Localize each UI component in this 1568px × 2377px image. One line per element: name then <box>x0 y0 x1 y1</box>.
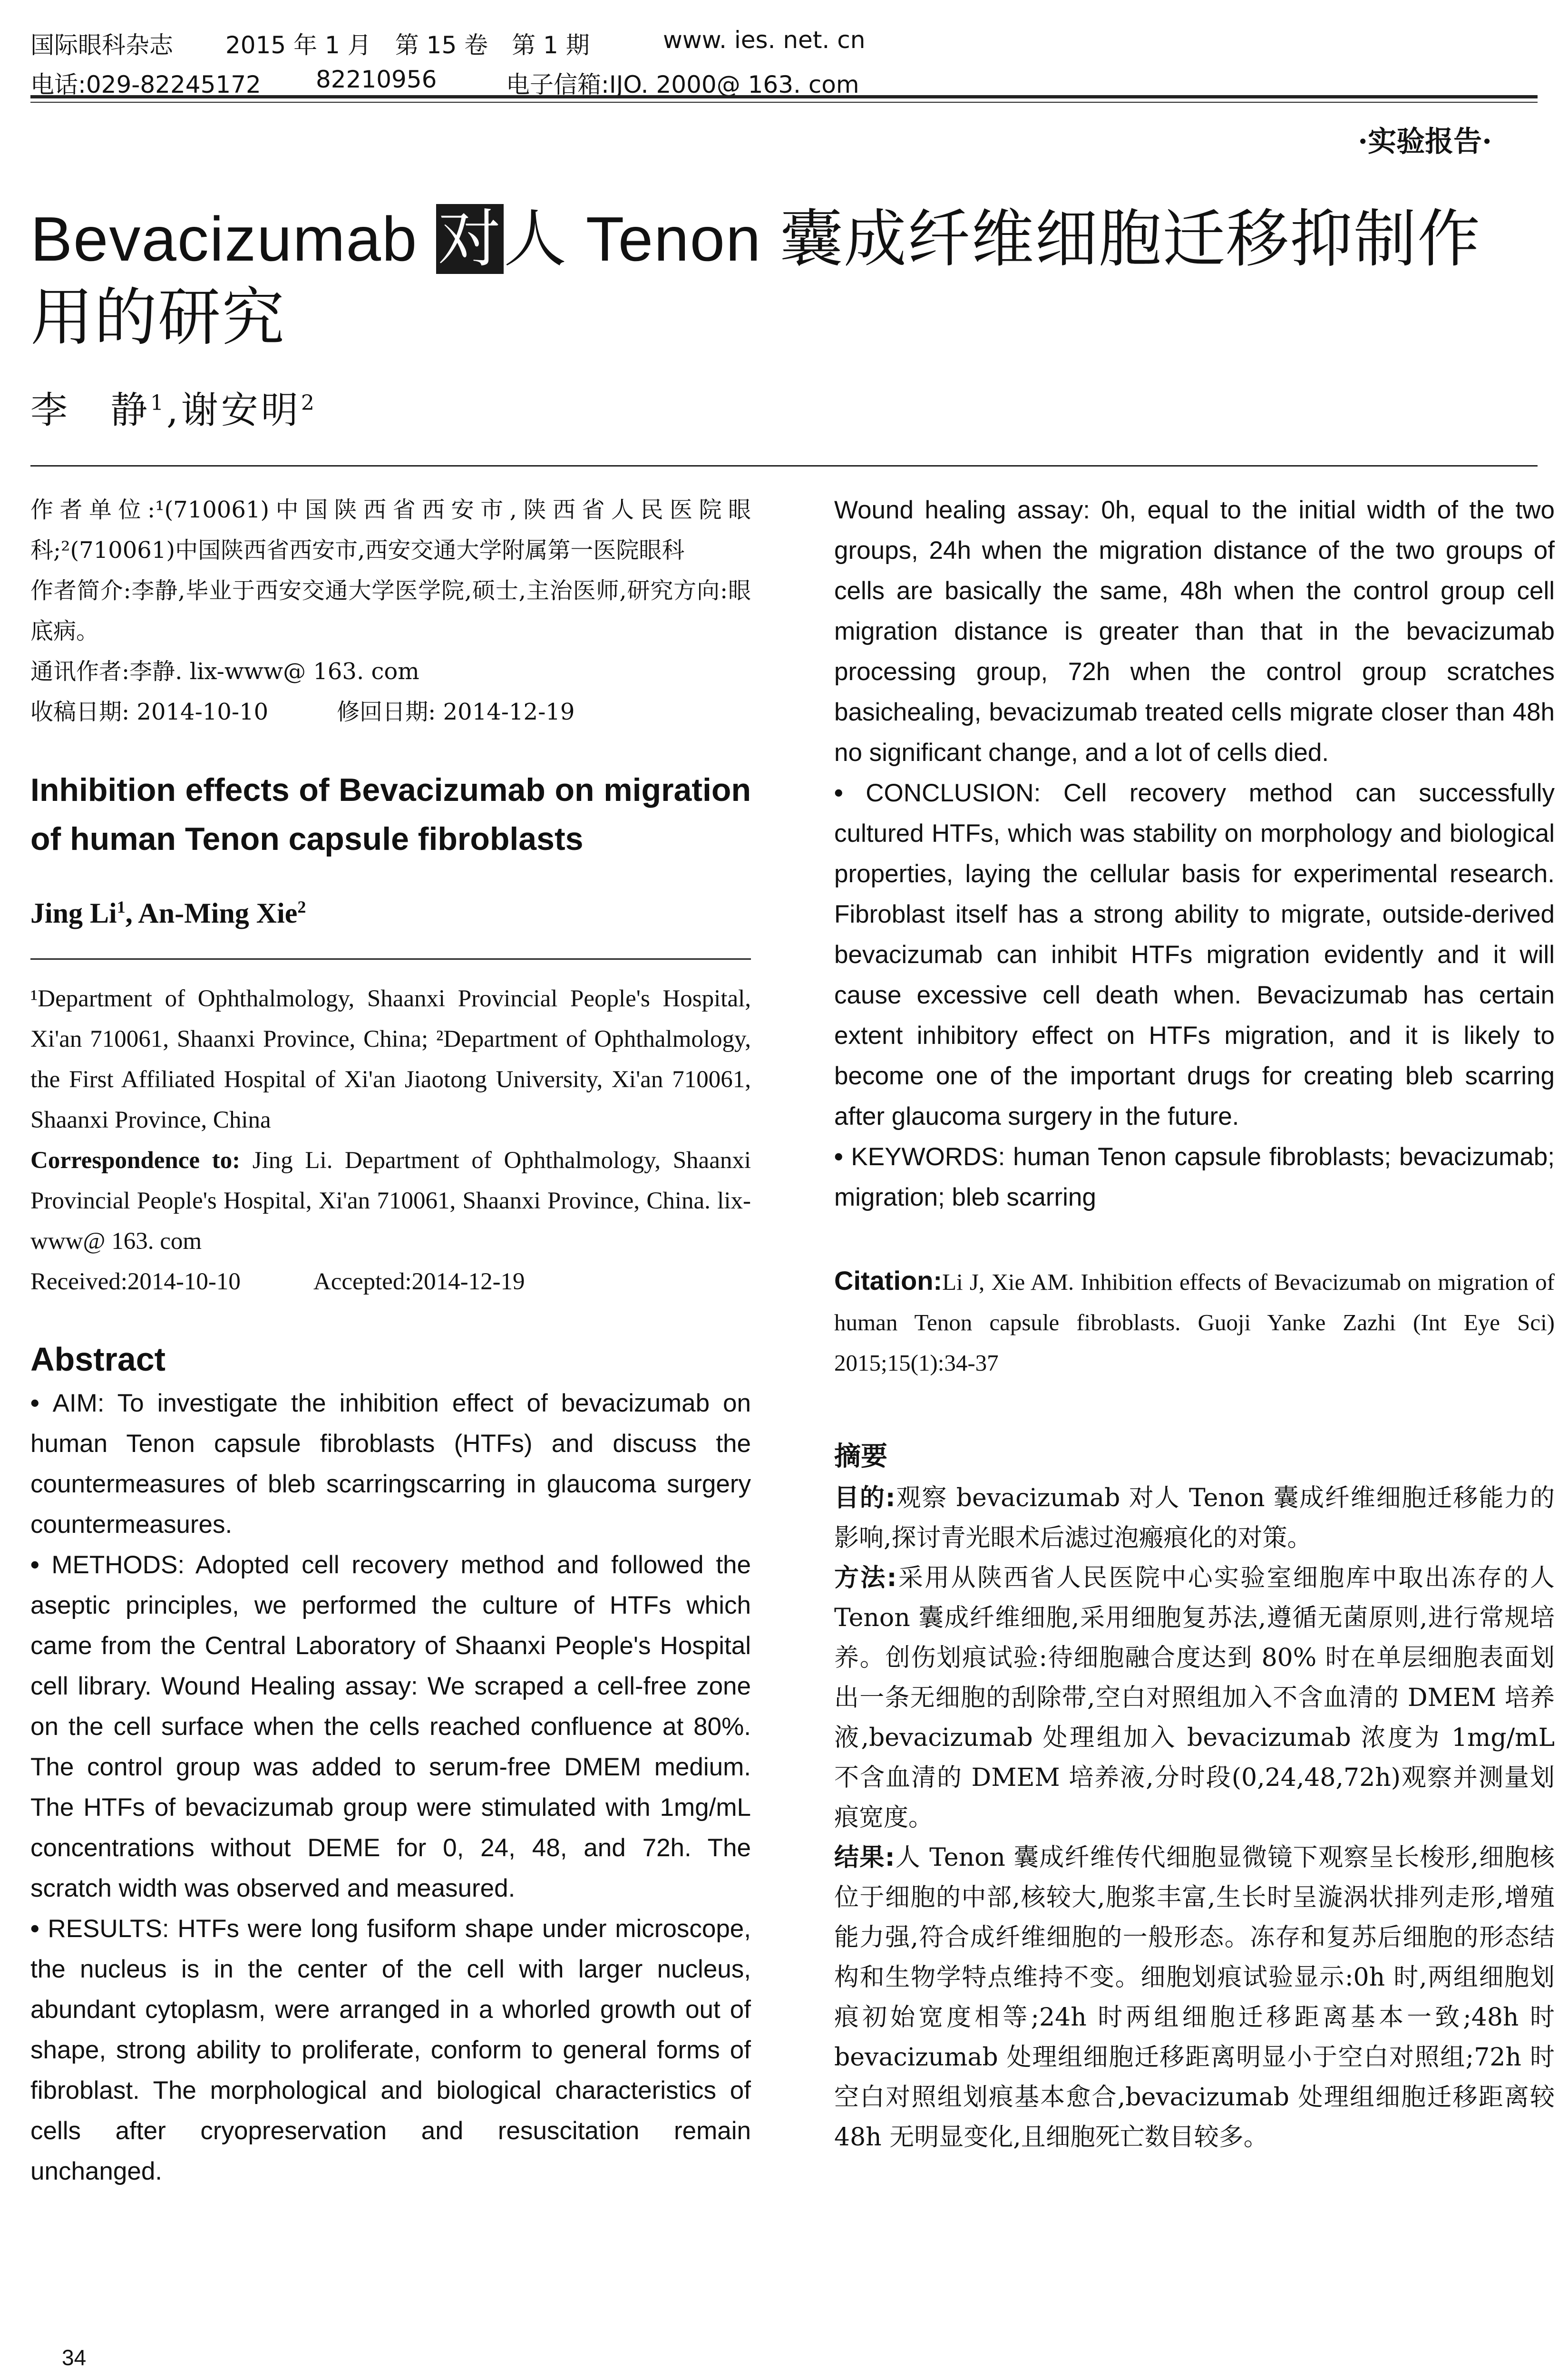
abstract-results <box>30 1909 751 2192</box>
en-author-1: Jing Li <box>30 897 117 929</box>
author-1-cn: 李 静 <box>30 389 151 432</box>
citation <box>834 1260 1555 1383</box>
cn-abstract-results <box>834 1838 1555 2157</box>
cn-aim-label: 目的: <box>834 1484 896 1512</box>
author-1-sup: 1 <box>150 391 167 415</box>
title-rule <box>30 465 1538 467</box>
header-rule-thin <box>30 102 1538 103</box>
section-tag: ·实验报告· <box>1358 125 1492 158</box>
bullet-icon: • <box>30 1389 53 1417</box>
cn-methods-label: 方法: <box>834 1564 897 1592</box>
journal-phone-2: 82210956 <box>316 66 437 93</box>
abstract-results-cont: Wound healing assay: 0h, equal to the initial width of the two groups, 24h when the migration distance of the two groups of cells are basically the same, 48h when the control group cell migration distance is greater than that in the bevacizumab processing group, 72h when the control group scratches basichealing, bevacizumab treated cells migrate closer than 48h no significant change, and a lot of cells died. <box>834 496 1555 767</box>
cn-abstract-methods <box>834 1558 1555 1838</box>
title-highlight: 对 <box>436 204 504 274</box>
dates-cn: 收稿日期: 2014-10-10 修回日期: 2014-12-19 <box>30 699 575 725</box>
en-author-1-sup: 1 <box>117 897 126 916</box>
abstract-keywords <box>834 1137 1555 1218</box>
abstract-keywords-text: KEYWORDS: human Tenon capsule fibroblasts; bevacizumab; migration; bleb scarring <box>834 1143 1555 1211</box>
received-accepted-en: Received:2014-10-10 Accepted:2014-12-19 <box>30 1268 525 1295</box>
title-before: Bevacizumab <box>30 204 437 274</box>
affiliation-cn: 作者单位:¹(710061)中国陕西省西安市,陕西省人民医院眼科;²(710061)中国陕西省西安市,西安交通大学附属第一医院眼科 <box>30 497 751 564</box>
bullet-icon: • <box>30 1915 48 1943</box>
cn-abstract-heading: 摘要 <box>834 1441 887 1472</box>
author-2-cn: ,谢安明 <box>166 389 301 432</box>
authors-rule <box>30 958 751 960</box>
journal-email[interactable]: 电子信箱:IJO. 2000@ 163. com <box>506 71 859 98</box>
english-authors <box>30 897 751 930</box>
abstract-heading: Abstract <box>30 1341 166 1378</box>
issue-info: 2015 年 1 月 第 15 卷 第 1 期 <box>225 31 590 59</box>
header-rule-thick <box>30 95 1538 98</box>
authors-cn <box>30 380 317 434</box>
correspondence-en <box>30 1140 751 1262</box>
affiliation-en: ¹Department of Ophthalmology, Shaanxi Provincial People's Hospital, Xi'an 710061, Shaanxi Province, China; ²Department of Ophthalmology, the First Affiliated Hospital of Xi'an Jiaotong University, Xi'an 710061, Shaanxi Province, China <box>30 985 751 1133</box>
cn-methods-text: 采用从陕西省人民医院中心实验室细胞库中取出冻存的人 Tenon 囊成纤维细胞,采用细胞复苏法,遵循无菌原则,进行常规培养。创伤划痕试验:待细胞融合度达到 80% 时在单层细胞表面划出一条无细胞的刮除带,空白对照组加入不含血清的 DMEM 培养液,bevacizumab 处理组加入 bevacizumab 浓度为 1mg/mL 不含血清的 DMEM 培养液,分时段(0,24,48,72h)观察并测量划痕宽度。 <box>834 1564 1555 1832</box>
correspondence-label: Correspondence to: <box>30 1147 241 1174</box>
corresponding-author-cn: 通讯作者:李静. lix-www@ 163. com <box>30 658 419 685</box>
left-column <box>30 490 751 2192</box>
abstract-methods-text: METHODS: Adopted cell recovery method and followed the aseptic principles, we performed the culture of HTFs which came from the Central Laboratory of Shaanxi People's Hospital cell library. Wound Healing assay: We scraped a cell-free zone on the cell surface when the cells reached confluence at 80%. The control group was added to serum-free DMEM medium. The HTFs of bevacizumab group were stimulated with 1mg/mL concentrations without DEME for 0, 24, 48, and 72h. The scratch width was observed and measured. <box>30 1551 751 1902</box>
cn-aim-text: 观察 bevacizumab 对人 Tenon 囊成纤维细胞迁移能力的影响,探讨青光眼术后滤过泡瘢痕化的对策。 <box>834 1484 1555 1552</box>
abstract-aim <box>30 1383 751 1545</box>
right-column <box>834 490 1555 2157</box>
en-author-2-sup: 2 <box>297 897 306 916</box>
author-bio-cn: 作者简介:李静,毕业于西安交通大学医学院,硕士,主治医师,研究方向:眼底病。 <box>30 577 751 644</box>
abstract-conclusion <box>834 773 1555 1137</box>
journal-website[interactable]: www. ies. net. cn <box>663 26 866 54</box>
bullet-icon: • <box>834 1143 851 1171</box>
abstract-conclusion-text: CONCLUSION: Cell recovery method can successfully cultured HTFs, which was stability on morphology and biological properties, laying the cellular basis for experimental research. Fibroblast itself has a strong ability to migrate, outside-derived bevacizumab can inhibit HTFs migration evidently and it will cause excessive cell death when. Bevacizumab has certain extent inhibitory effect on HTFs migration, and it is likely to become one of the important drugs for creating bleb scarring after glaucoma surgery in the future. <box>834 779 1555 1130</box>
author-2-sup: 2 <box>301 391 317 415</box>
citation-label: Citation: <box>834 1266 943 1296</box>
cn-abstract-aim <box>834 1478 1555 1558</box>
article-title <box>30 200 1543 357</box>
bullet-icon: • <box>30 1551 52 1579</box>
abstract-aim-text: AIM: To investigate the inhibition effect of bevacizumab on human Tenon capsule fibroblasts (HTFs) and discuss the countermeasures of bleb scarringscarring in glaucoma surgery countermeasures. <box>30 1389 751 1539</box>
bullet-icon: • <box>834 779 866 807</box>
page-number: 34 <box>62 2345 87 2370</box>
abstract-methods <box>30 1545 751 1909</box>
cn-results-label: 结果: <box>834 1843 895 1872</box>
citation-text: Li J, Xie AM. Inhibition effects of Bevacizumab on migration of human Tenon capsule fibroblasts. Guoji Yanke Zazhi (Int Eye Sci) 2015;15(1):34-37 <box>834 1269 1555 1376</box>
correspondence-text: Jing Li. Department of Ophthalmology, Shaanxi Provincial People's Hospital, Xi'an 710061, Shaanxi Province, China. lix-www@ 163. com <box>30 1147 751 1255</box>
en-author-2: , An-Ming Xie <box>125 897 298 929</box>
journal-phone: 电话:029-82245172 <box>30 71 261 98</box>
title-after: 人 Tenon 囊成纤维细胞迁移抑制作用的研究 <box>30 204 1481 352</box>
english-title: Inhibition effects of Bevacizumab on migration of human Tenon capsule fibroblasts <box>30 772 751 857</box>
cn-results-text: 人 Tenon 囊成纤维传代细胞显微镜下观察呈长梭形,细胞核位于细胞的中部,核较大,胞浆丰富,生长时呈漩涡状排列走形,增殖能力强,符合成纤维细胞的一般形态。冻存和复苏后细胞的形态结构和生物学特点维持不变。细胞划痕试验显示:0h 时,两组细胞划痕初始宽度相等;24h 时两组细胞迁移距离基本一致;48h 时 bevacizumab 处理组细胞迁移距离明显小于空白对照组;72h 时空白对照组划痕基本愈合,bevacizumab 处理组细胞迁移距离较 48h 无明显变化,且细胞死亡数目较多。 <box>834 1843 1555 2152</box>
journal-name: 国际眼科杂志 <box>30 31 173 59</box>
abstract-results-text: RESULTS: HTFs were long fusiform shape under microscope, the nucleus is in the center of the cell with larger nucleus, abundant cytoplasm, were arranged in a whorled growth out of shape, strong ability to proliferate, conform to general forms of fibroblast. The morphological and biological characteristics of cells after cryopreservation and resuscitation remain unchanged. <box>30 1915 751 2185</box>
